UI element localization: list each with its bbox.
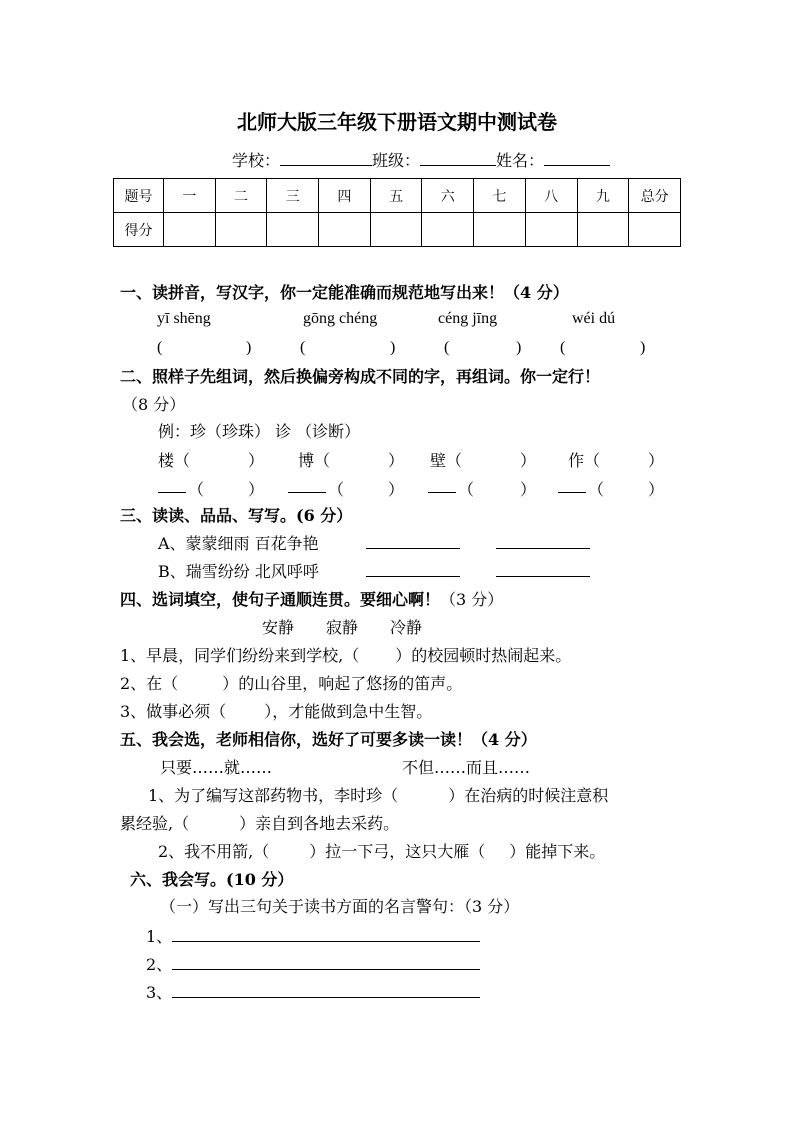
s4-question-2: 2、在（ ）的山谷里，响起了悠扬的笛声。 <box>120 674 463 693</box>
school-label: 学校： <box>232 151 281 170</box>
header-cell: 总分 <box>629 179 681 213</box>
score-cell[interactable] <box>422 213 474 247</box>
quote-line-1: 1、 <box>146 924 480 947</box>
char-bi: 壁（ <box>430 451 463 470</box>
paren-open: （ <box>588 480 605 499</box>
s5-question-1-line1: 1、为了编写这部药物书，李时珍（ ）在治病的时候注意积 <box>148 786 609 805</box>
score-table-score-row <box>114 213 681 247</box>
char-bo: 博（ <box>298 451 331 470</box>
pinyin-4: wéi dú <box>572 310 616 327</box>
new-char-blank[interactable] <box>158 477 186 497</box>
name-label: 姓名： <box>496 151 545 170</box>
paren-open: （ <box>458 480 475 499</box>
header-cell: 三 <box>267 179 319 213</box>
score-row-label: 得分 <box>114 213 164 247</box>
paren-open-3: ( <box>444 339 450 356</box>
score-cell[interactable] <box>215 213 267 247</box>
score-cell[interactable] <box>319 213 371 247</box>
item-b: B、瑞雪纷纷 北风呼呼 <box>158 562 319 581</box>
char-lou: 楼（ <box>158 451 191 470</box>
pinyin-2: gōng chéng <box>303 310 378 327</box>
score-cell[interactable] <box>629 213 681 247</box>
paren-close-4: ) <box>640 339 646 356</box>
class-label: 班级： <box>372 151 421 170</box>
paren-open-2: ( <box>300 339 306 356</box>
student-info-row <box>232 148 610 171</box>
quote-line-3: 3、 <box>146 980 480 1003</box>
section-6-subquestion: （一）写出三句关于读书方面的名言警句：（3 分） <box>160 897 520 916</box>
section-3-heading: 三、读读、品品、写写。(6 分） <box>120 506 353 525</box>
school-blank[interactable] <box>280 149 372 166</box>
word-option: 冷静 <box>390 618 423 637</box>
score-cell[interactable] <box>164 213 216 247</box>
new-char-blank[interactable] <box>288 477 326 497</box>
section-4-heading-row <box>120 587 503 610</box>
paren-close: ） <box>648 480 665 499</box>
paren-close: ） <box>248 480 265 499</box>
header-cell: 七 <box>474 179 526 213</box>
paren-open: （ <box>328 480 345 499</box>
answer-line[interactable] <box>172 954 480 970</box>
score-cell[interactable] <box>577 213 629 247</box>
section-1-heading: 一、读拼音，写汉字，你一定能准确而规范地写出来！（4 分） <box>120 283 569 302</box>
header-cell: 题号 <box>114 179 164 213</box>
section-4-heading: 四、选词填空，使句子通顺连贯。要细心啊！ <box>120 590 441 609</box>
s4-question-3: 3、做事必须（ ），才能做到急中生智。 <box>120 702 433 721</box>
paren-open-1: ( <box>157 339 163 356</box>
header-cell: 二 <box>215 179 267 213</box>
class-blank[interactable] <box>420 149 496 166</box>
item-a: A、蒙蒙细雨 百花争艳 <box>158 534 319 553</box>
pinyin-3: céng jīng <box>438 310 498 327</box>
s4-question-1: 1、早晨，同学们纷纷来到学校,（ ）的校园顿时热闹起来。 <box>120 646 572 665</box>
paren-close: ） <box>388 451 405 470</box>
header-cell: 八 <box>525 179 577 213</box>
header-cell: 九 <box>577 179 629 213</box>
header-cell: 四 <box>319 179 371 213</box>
answer-line[interactable] <box>366 533 460 553</box>
section-5-heading: 五、我会选，老师相信你，选好了可要多读一读！（4 分） <box>120 730 537 749</box>
s5-question-1-line2: 累经验,（ ）亲自到各地去采药。 <box>120 814 400 833</box>
score-table-header-row <box>114 179 681 213</box>
score-table <box>113 178 681 247</box>
header-cell: 六 <box>422 179 474 213</box>
pinyin-1: yī shēng <box>157 310 211 327</box>
header-cell: 一 <box>164 179 216 213</box>
score-cell[interactable] <box>525 213 577 247</box>
section-6-heading: 六、我会写。(10 分） <box>130 870 294 889</box>
paren-close: ） <box>248 451 265 470</box>
section-2-points: （8 分） <box>122 395 186 414</box>
conjunction-option-2: 不但……而且…… <box>402 758 531 777</box>
paren-close-1: ) <box>246 339 252 356</box>
paren-open-4: ( <box>560 339 566 356</box>
paren-open: （ <box>188 480 205 499</box>
paren-close: ） <box>520 451 537 470</box>
section-4-points: （3 分） <box>440 590 504 609</box>
new-char-blank[interactable] <box>428 477 456 497</box>
page-title: 北师大版三年级下册语文期中测试卷 <box>237 110 557 134</box>
new-char-blank[interactable] <box>558 477 586 497</box>
score-cell[interactable] <box>267 213 319 247</box>
s5-question-2: 2、我不用箭,（ ）拉一下弓，这只大雁（ ）能掉下来。 <box>158 842 606 861</box>
answer-line[interactable] <box>496 533 590 553</box>
quote-line-2: 2、 <box>146 952 480 975</box>
answer-line[interactable] <box>366 561 460 581</box>
paren-close: ） <box>388 480 405 499</box>
name-blank[interactable] <box>544 149 610 166</box>
conjunction-option-1: 只要……就…… <box>160 758 273 777</box>
section-2-example: 例：珍（珍珠） 诊 （诊断） <box>158 422 361 441</box>
answer-line[interactable] <box>172 926 480 942</box>
paren-close-3: ) <box>516 339 522 356</box>
header-cell: 五 <box>370 179 422 213</box>
score-cell[interactable] <box>370 213 422 247</box>
paren-close-2: ) <box>390 339 396 356</box>
answer-line[interactable] <box>172 982 480 998</box>
score-cell[interactable] <box>474 213 526 247</box>
char-zuo: 作（ <box>568 451 601 470</box>
section-2-heading: 二、照样子先组词，然后换偏旁构成不同的字，再组词。你一定行！ <box>120 367 601 386</box>
answer-line[interactable] <box>496 561 590 581</box>
paren-close: ） <box>520 480 537 499</box>
word-option: 安静 <box>262 618 295 637</box>
paren-close: ） <box>648 451 665 470</box>
word-option: 寂静 <box>326 618 359 637</box>
